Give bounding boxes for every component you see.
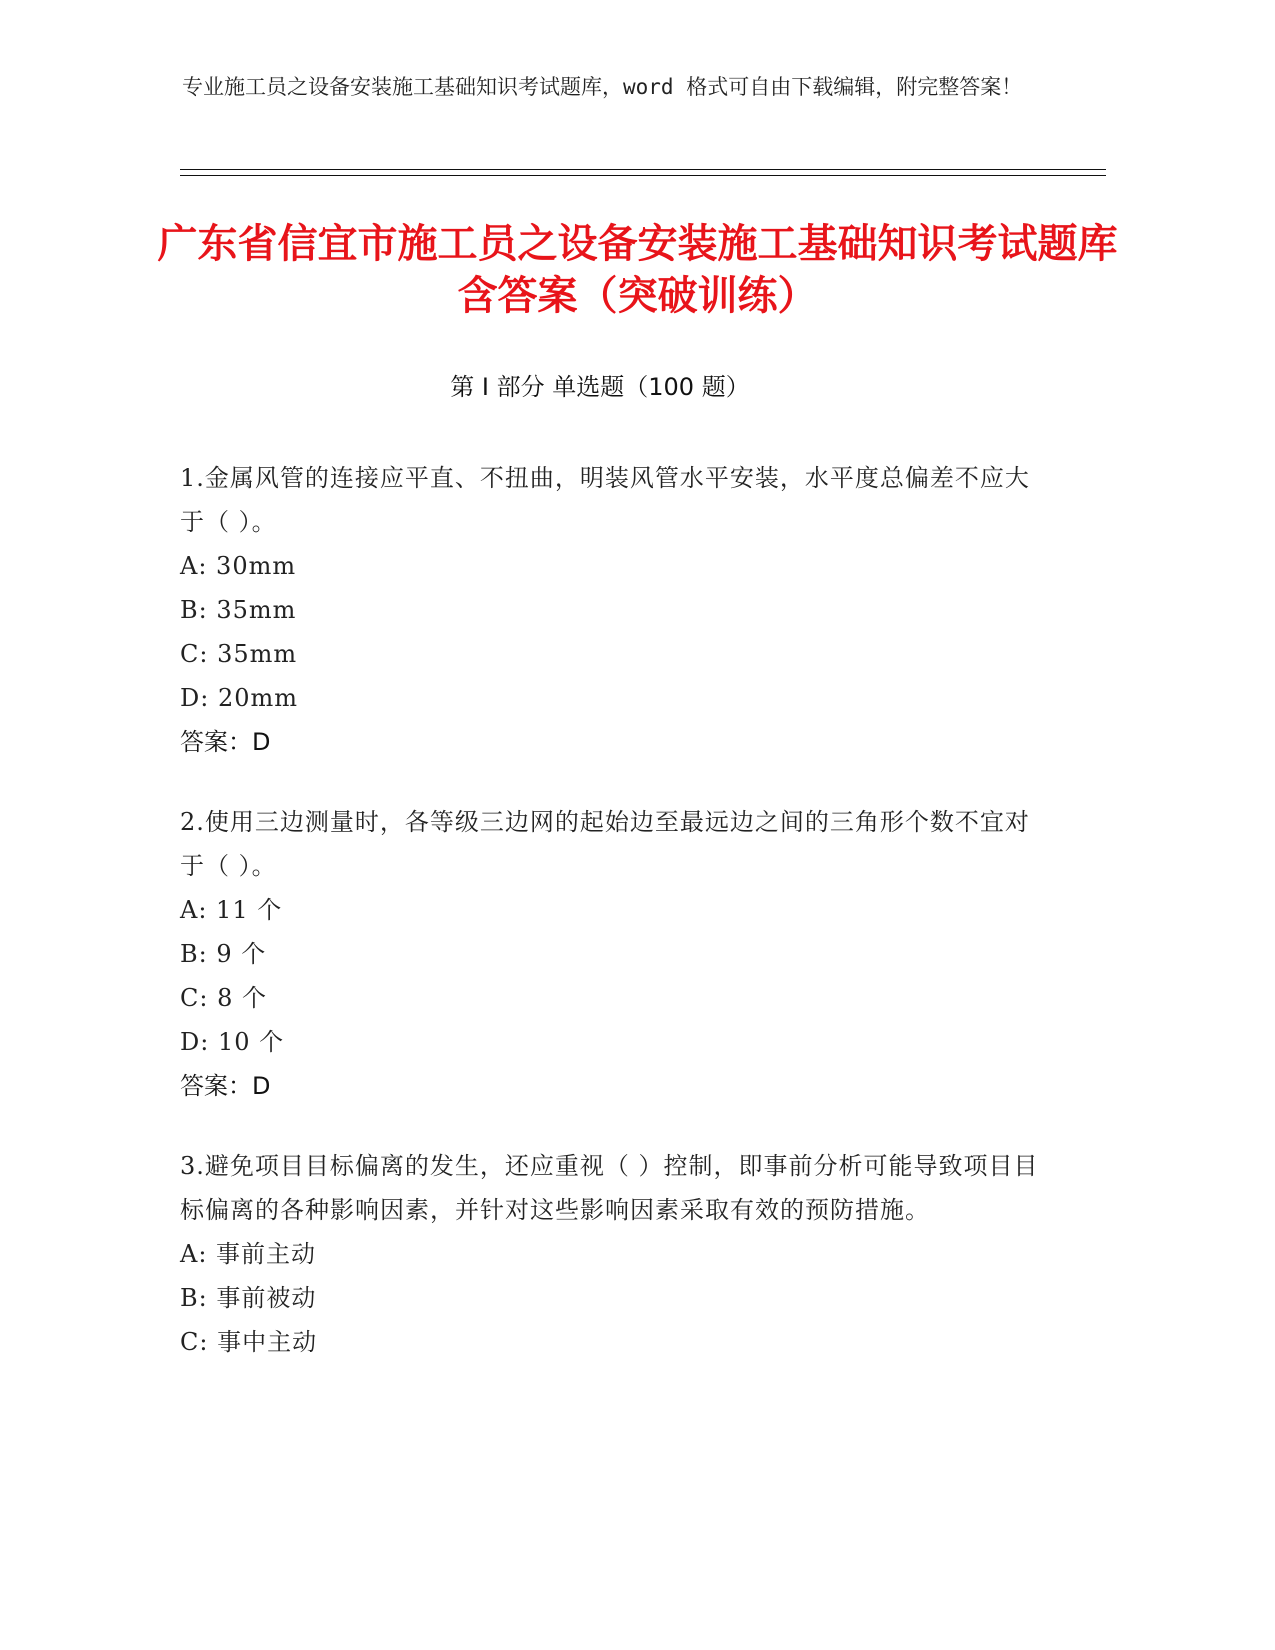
question-stem: 2.使用三边测量时，各等级三边网的起始边至最远边之间的三角形个数不宜对于（ ）。 — [180, 808, 1030, 880]
question-list — [180, 456, 1040, 1400]
option-c: C: 事中主动 — [180, 1328, 318, 1356]
header-divider-bottom — [180, 175, 1106, 176]
option-c: C: 8 个 — [180, 984, 267, 1012]
question-3 — [180, 1144, 1040, 1364]
document-title: 广东省信宜市施工员之设备安装施工基础知识考试题库含答案（突破训练） — [157, 221, 1118, 319]
option-a: A: 30mm — [180, 552, 297, 580]
option-b: B: 9 个 — [180, 940, 267, 968]
question-stem: 3.避免项目目标偏离的发生，还应重视（ ）控制，即事前分析可能导致项目目标偏离的各种影响因素，并针对这些影响因素采取有效的预防措施。 — [180, 1152, 1039, 1224]
question-stem: 1.金属风管的连接应平直、不扭曲，明装风管水平安装，水平度总偏差不应大于（ ）。 — [180, 464, 1030, 536]
header-note: 专业施工员之设备安装施工基础知识考试题库，word 格式可自由下载编辑，附完整答案！ — [182, 75, 1023, 99]
option-a: A: 事前主动 — [180, 1240, 317, 1268]
answer: 答案：D — [180, 1072, 271, 1100]
option-b: B: 35mm — [180, 596, 297, 624]
question-2 — [180, 800, 1040, 1108]
header-divider-top — [180, 169, 1106, 170]
section-title: 第 I 部分 单选题（100 题） — [450, 373, 750, 401]
option-d: D: 10 个 — [180, 1028, 285, 1056]
option-d: D: 20mm — [180, 684, 299, 712]
answer: 答案：D — [180, 728, 271, 756]
option-c: C: 35mm — [180, 640, 298, 668]
option-a: A: 11 个 — [180, 896, 283, 924]
option-b: B: 事前被动 — [180, 1284, 317, 1312]
question-1 — [180, 456, 1040, 764]
